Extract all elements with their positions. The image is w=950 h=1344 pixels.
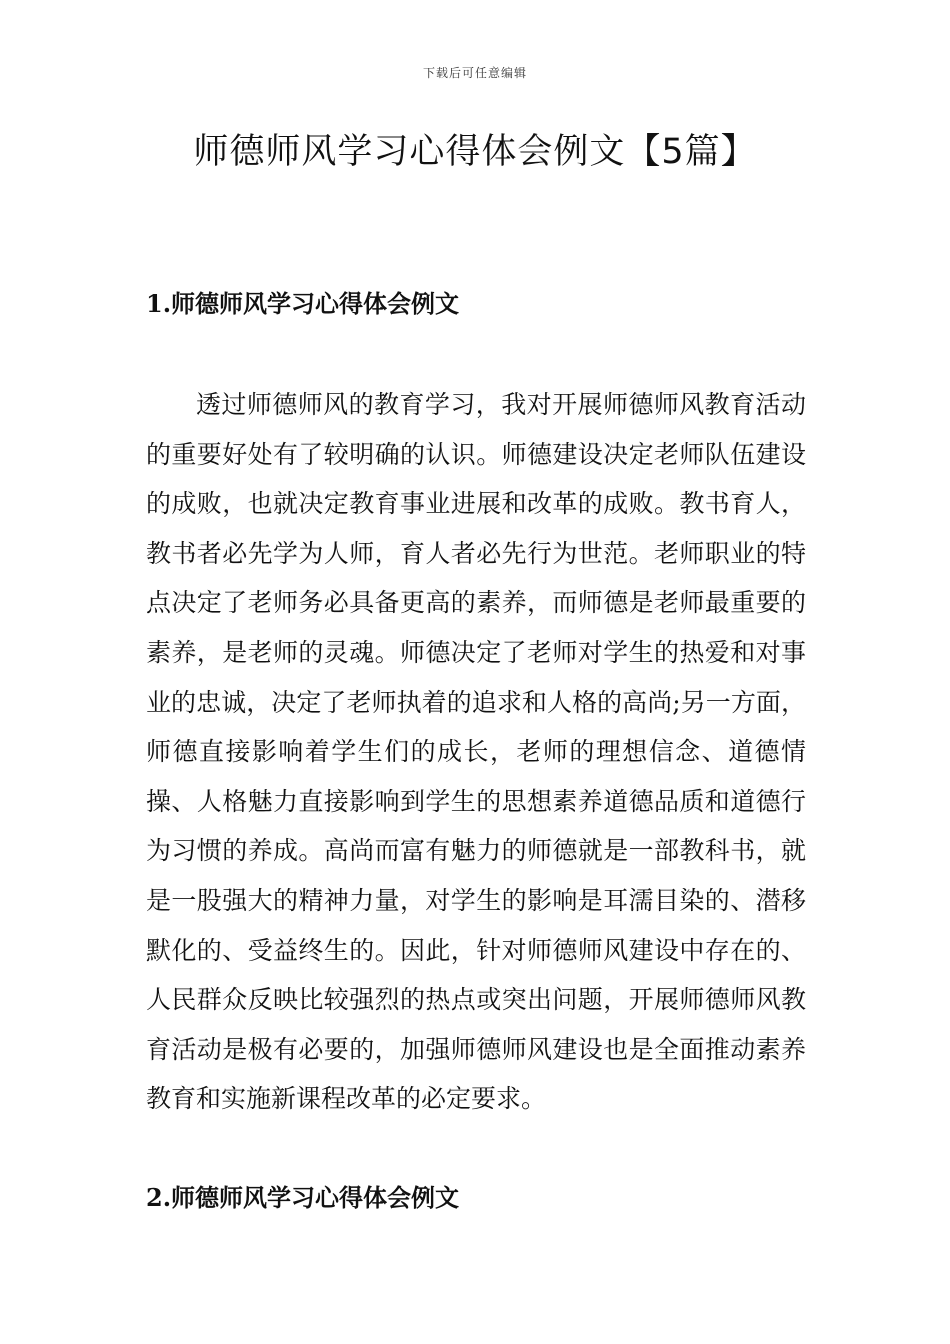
section-heading-2: 2.师德师风学习心得体会例文 (146, 1183, 460, 1212)
header-note: 下载后可任意编辑 (422, 66, 527, 80)
page-title: 师德师风学习心得体会例文【5篇】 (193, 132, 757, 172)
section-heading-1: 1.师德师风学习心得体会例文 (146, 289, 460, 318)
section-1-paragraph: 透过师德师风的教育学习，我对开展师德师风教育活动的重要好处有了较明确的认识。师德建设决定老师队伍建设的成败，也就决定教育事业进展和改革的成败。教书育人，教书者必先学为人师，育人者必先行为世范。老师职业的特点决定了老师务必具备更高的素养，而师德是老师最重要的素养，是老师的灵魂。师德决定了老师对学生的热爱和对事业的忠诚，决定了老师执着的追求和人格的高尚;另一方面，师德直接影响着学生们的成长，老师的理想信念、道德情操、人格魅力直接影响到学生的思想素养道德品质和道德行为习惯的养成。高尚而富有魅力的师德就是一部教科书，就是一股强大的精神力量，对学生的影响是耳濡目染的、潜移默化的、受益终生的。因此，针对师德师风建设中存在的、人民群众反映比较强烈的热点或突出问题，开展师德师风教育活动是极有必要的，加强师德师风建设也是全面推动素养教育和实施新课程改革的必定要求。 (146, 390, 806, 1114)
